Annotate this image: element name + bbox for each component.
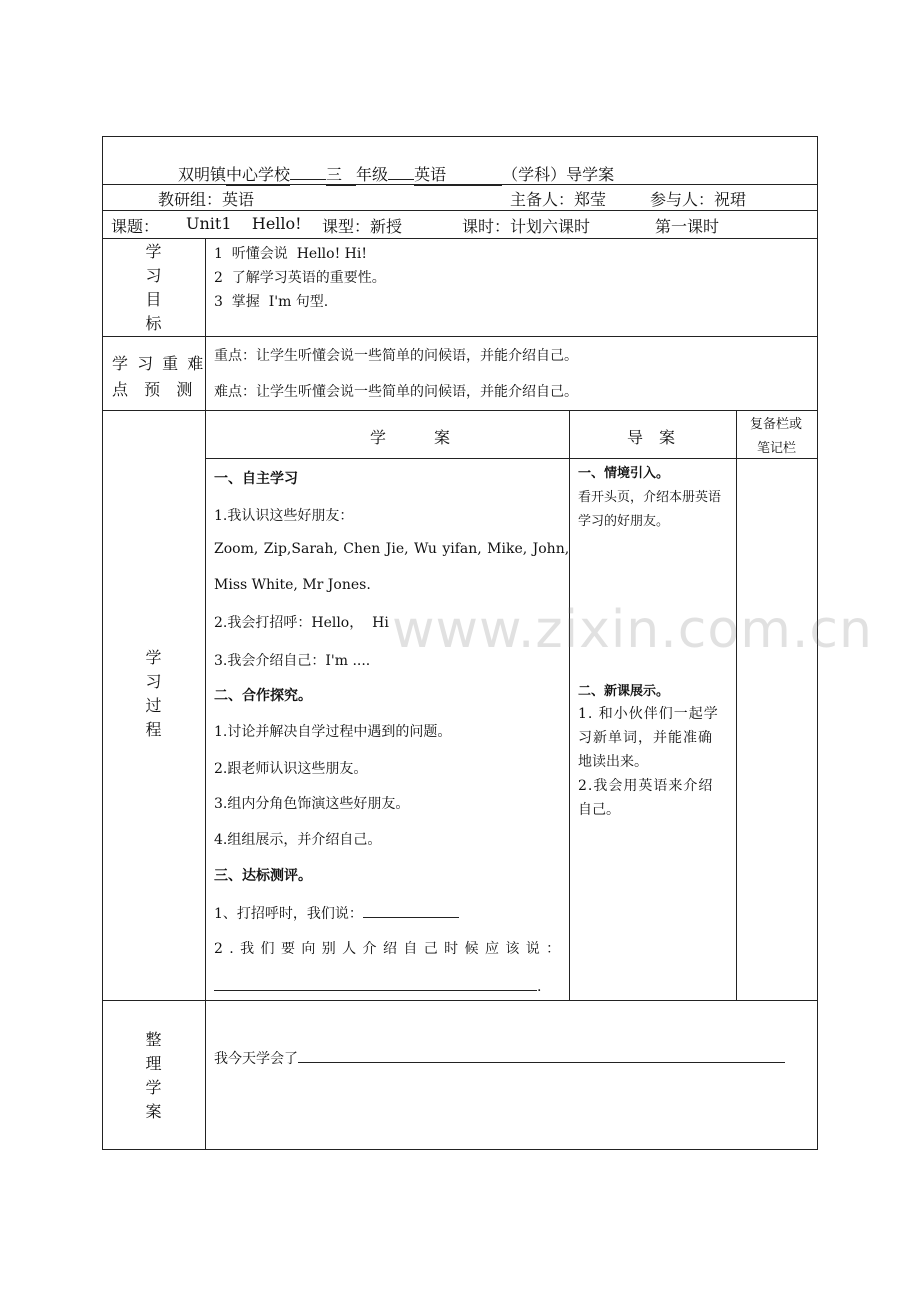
table-border-top	[102, 136, 818, 137]
title-subject: 英语	[414, 162, 502, 186]
col-divider	[736, 410, 737, 1000]
study-item: Miss White, Mr Jones.	[214, 577, 371, 593]
table-border-bottom	[102, 1149, 818, 1150]
objectives-label: 学 习 目 标	[145, 242, 162, 333]
row-divider	[102, 1000, 818, 1001]
col-guide-header: 导 案	[627, 428, 676, 447]
title-school2: 中心学校	[226, 162, 290, 186]
difficult-point: 难点：让学生听懂会说一些简单的问候语，并能介绍自己。	[214, 384, 578, 400]
col-divider	[569, 410, 570, 1000]
study-item: 4.组组展示，并介绍自己。	[214, 832, 382, 848]
study-item: 1.我认识这些好朋友：	[214, 508, 354, 524]
lesson-type: 课型：新授	[322, 217, 403, 236]
row-divider	[102, 336, 818, 337]
topic-label: 课题：	[111, 217, 160, 236]
study-item: 1、打招呼时，我们说：	[214, 902, 459, 923]
col-divider	[205, 238, 206, 1150]
title-school: 双明镇	[178, 165, 227, 184]
title-blank	[290, 164, 326, 180]
study-section-title: 一、自主学习	[214, 471, 298, 487]
row-divider	[102, 238, 818, 239]
topic-value: Unit1 Hello!	[186, 214, 302, 233]
group-label: 教研组：英语	[158, 190, 255, 209]
study-item: 3.我会介绍自己：I'm ....	[214, 653, 371, 669]
summary-label: 整 理 学 案	[145, 1030, 162, 1121]
guide-text: 习新单词，并能准确	[578, 730, 713, 746]
study-item: Zoom, Zip,Sarah, Chen Jie, Wu yifan, Mike, John,	[214, 541, 570, 557]
title-grade: 三	[326, 162, 356, 186]
objective-item: 2 了解学习英语的重要性。	[214, 270, 386, 286]
row-divider	[205, 458, 818, 459]
study-item: .	[214, 975, 541, 995]
title-grade-label: 年级	[356, 165, 389, 184]
answer-blank[interactable]	[214, 975, 537, 991]
guide-section-title: 二、新课展示。	[578, 684, 670, 699]
lead-label: 主备人：郑莹	[510, 190, 607, 209]
guide-text: 1. 和小伙伴们一起学	[578, 706, 719, 722]
keypoints-label-1: 学 习 重 难	[112, 354, 206, 373]
process-label: 学 习 过 程	[145, 648, 162, 739]
participant-label: 参与人：祝珺	[650, 190, 747, 209]
guide-text: 自己。	[578, 802, 620, 818]
row-divider	[102, 410, 818, 411]
objective-item: 3 掌握 I'm 句型.	[214, 294, 329, 310]
row-divider	[102, 210, 818, 211]
study-item: 3.组内分角色饰演这些好朋友。	[214, 796, 410, 812]
summary-blank[interactable]	[298, 1047, 785, 1063]
col-notes-header: 复备栏或	[750, 417, 803, 432]
title-suffix: （学科）导学案	[502, 165, 615, 184]
guide-text: 看开头页，介绍本册英语	[578, 490, 722, 505]
lesson-hours: 课时：计划六课时	[462, 217, 591, 236]
answer-blank[interactable]	[363, 902, 459, 918]
page-title	[178, 162, 614, 186]
study-item: 2.我们要向别人介绍自己时候应该说：	[214, 941, 567, 957]
guide-text: 2.我会用英语来介绍	[578, 778, 714, 794]
study-section-title: 二、合作探究。	[214, 688, 312, 704]
study-item: 2.我会打招呼：Hello， Hi	[214, 615, 389, 631]
guide-text: 地读出来。	[578, 754, 648, 770]
guide-text: 学习的好朋友。	[578, 514, 670, 529]
guide-section-title: 一、情境引入。	[578, 466, 670, 481]
summary-line: 我今天学会了	[214, 1047, 785, 1068]
study-item: 2.跟老师认识这些朋友。	[214, 761, 368, 777]
study-section-title: 三、达标测评。	[214, 868, 312, 884]
lesson-period: 第一课时	[655, 217, 720, 236]
study-item: 1.讨论并解决自学过程中遇到的问题。	[214, 724, 452, 740]
keypoints-label-2: 点 预 测	[112, 380, 195, 399]
title-blank	[388, 164, 414, 180]
objective-item: 1 听懂会说 Hello! Hi!	[214, 246, 367, 262]
col-study-header: 学 案	[370, 428, 451, 447]
key-point: 重点：让学生听懂会说一些简单的问候语，并能介绍自己。	[214, 348, 578, 364]
watermark: www.zixin.com.cn	[392, 600, 873, 660]
col-notes-header: 笔记栏	[757, 441, 797, 456]
